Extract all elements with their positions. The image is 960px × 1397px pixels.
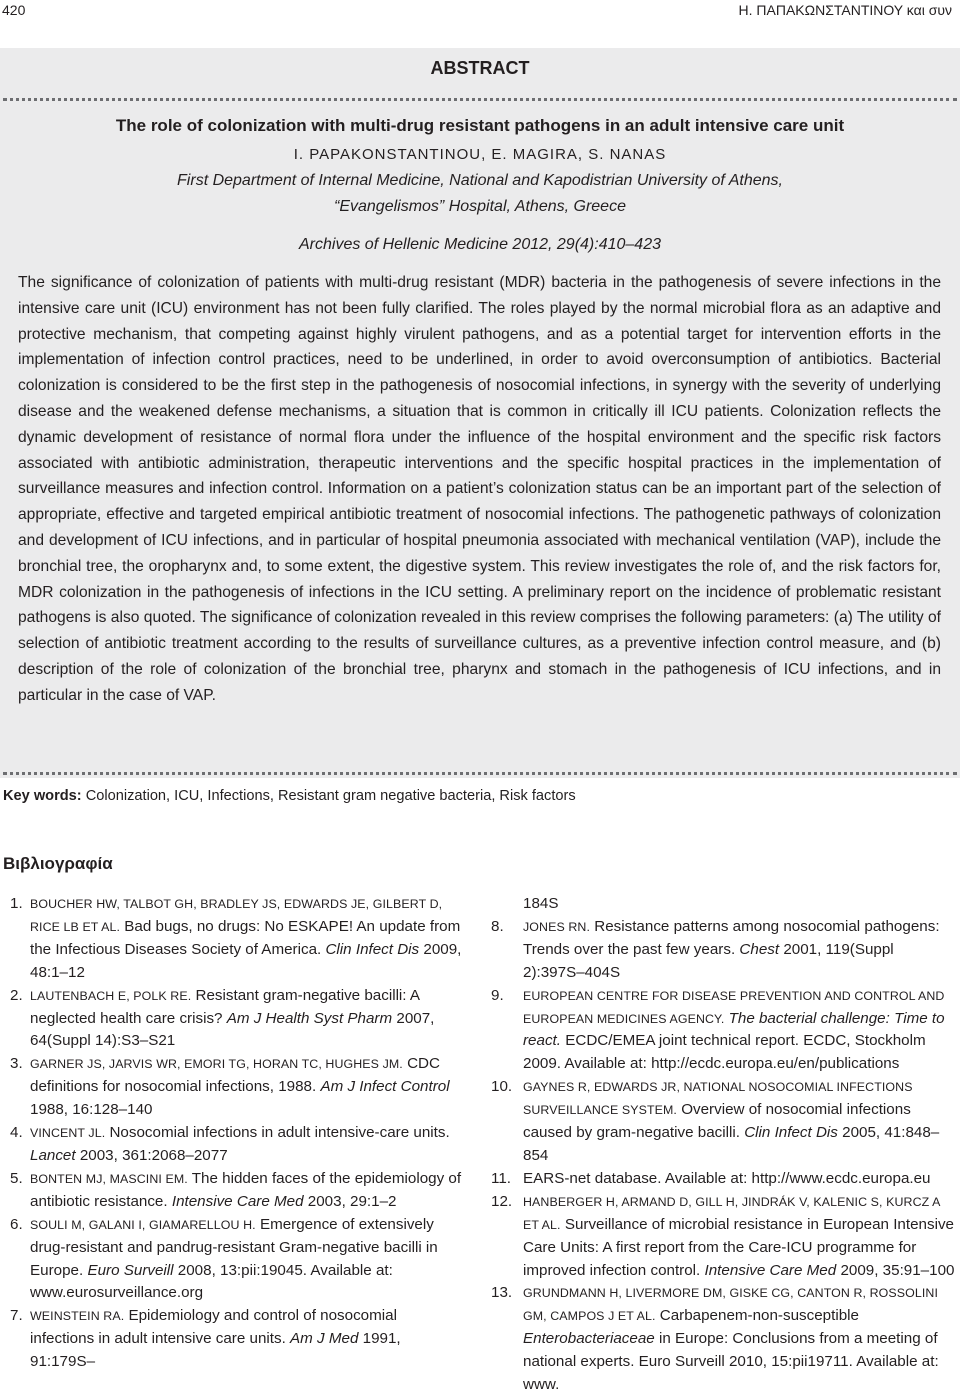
reference-item — [491, 1076, 959, 1168]
references-column-left — [10, 893, 465, 1374]
reference-title: Bad bugs, no drugs: No ESKAPE! An update from the Infectious Diseases Society of America. — [30, 917, 461, 958]
page-number: 420 — [2, 2, 26, 18]
reference-title: CDC definitions for nosocomial infections, 1988. — [30, 1055, 440, 1096]
affiliation-line-2: “Evangelismos” Hospital, Athens, Greece — [334, 198, 626, 215]
reference-details: 2009, 35:91–100 — [840, 1261, 955, 1279]
reference-item — [10, 1122, 465, 1168]
reference-item — [10, 893, 465, 985]
reference-item — [10, 1053, 465, 1122]
reference-authors: GAYNES R, EDWARDS JR, NATIONAL NOSOCOMIAL INFECTIONS SURVEILLANCE SYSTEM. — [523, 1080, 913, 1118]
reference-details: 2001, 119(Suppl 2):397S–404S — [523, 940, 894, 981]
reference-authors: LAUTENBACH E, POLK RE. — [30, 988, 192, 1003]
reference-journal: Clin Infect Dis — [325, 940, 420, 958]
reference-authors: JONES RN. — [523, 919, 590, 934]
reference-details: 2009, 48:1–12 — [30, 940, 462, 981]
reference-item — [491, 1282, 959, 1397]
reference-title: Epidemiology and control of nosocomial infections in adult intensive care units. — [30, 1307, 397, 1348]
reference-authors: BONTEN MJ, MASCINI EM. — [30, 1171, 188, 1186]
reference-item — [491, 916, 959, 985]
references-heading: Βιβλιογραφία — [3, 854, 113, 873]
reference-item — [491, 985, 959, 1077]
reference-continuation — [491, 893, 959, 916]
reference-title: Carbapenem-non-susceptible — [659, 1307, 859, 1325]
reference-item — [491, 1191, 959, 1283]
reference-number: 3. — [10, 1055, 23, 1073]
reference-title: EARS-net database. Available at: http://www.ecdc.europa.eu — [523, 1169, 931, 1187]
keywords — [3, 788, 576, 804]
reference-number: 11. — [491, 1169, 511, 1187]
dotted-divider-bottom — [3, 772, 957, 775]
reference-details: 2003, 361:2068–2077 — [79, 1146, 228, 1164]
keywords-text: Colonization, ICU, Infections, Resistant gram negative bacteria, Risk factors — [85, 788, 576, 804]
reference-details: 1991, 91:179S– — [30, 1330, 401, 1371]
reference-item — [10, 1168, 465, 1214]
reference-title: Nosocomial infections in adult intensive-care units. — [109, 1124, 450, 1142]
reference-item — [10, 1214, 465, 1306]
reference-number: 4. — [10, 1124, 23, 1142]
reference-title: The hidden faces of the epidemiology of antibiotic resistance. — [30, 1169, 462, 1210]
reference-journal: The bacterial challenge: Time to react. — [523, 1009, 945, 1050]
reference-number: 9. — [491, 986, 504, 1004]
reference-details: in Europe: Conclusions from a meeting of national experts. Euro Surveill 2010, 15:pii19711. Available at: www. — [523, 1330, 939, 1394]
reference-number: 7. — [10, 1307, 23, 1325]
reference-title: Resistant gram-negative bacilli: A neglected health care crisis? — [30, 986, 420, 1027]
affiliation-line-1: First Department of Internal Medicine, National and Kapodistrian University of Athens, — [177, 172, 783, 189]
abstract-heading: ABSTRACT — [430, 58, 530, 78]
reference-details: 2003, 29:1–2 — [307, 1192, 397, 1210]
reference-authors: EUROPEAN CENTRE FOR DISEASE PREVENTION AND CONTROL AND EUROPEAN MEDICINES AGENCY. — [523, 988, 945, 1026]
reference-number: 12. — [491, 1192, 513, 1210]
reference-journal: Euro Surveill — [87, 1261, 174, 1279]
reference-details: 184S — [523, 895, 559, 912]
reference-journal: Intensive Care Med — [171, 1192, 304, 1210]
reference-journal: Am J Health Syst Pharm — [226, 1009, 393, 1027]
references-column-right — [491, 893, 959, 1397]
reference-number: 10. — [491, 1078, 513, 1096]
reference-authors: WEINSTEIN RA. — [30, 1309, 125, 1324]
reference-journal: Enterobacteriaceae — [523, 1330, 655, 1348]
reference-journal: Lancet — [30, 1146, 76, 1164]
reference-number: 1. — [10, 895, 23, 912]
running-title: Η. ΠΑΠΑΚΩΝΣΤΑΝΤΙΝΟΥ και συν — [738, 2, 952, 18]
abstract-body: The significance of colonization of patients with multi-drug resistant (MDR) bacteria in the pathogenesis of severe infections in the intensive care unit (ICU) environment has not been fully clarified. The roles played by the normal microbial flora as an adaptive and protective mechanism, that competing against highly virulent pathogens, and as a potential target for intervention efforts in the implementation of infection control practices, need to be underlined, in order to avoid overconsumption of antibiotics. Bacterial colonization is considered to be the first step in the pathogenesis of nosocomial infections, in synergy with the severity of underlying disease and the weakened defense mechanisms, a situation that is common in critically ill ICU patients. Colonization reflects the dynamic development of resistance of normal flora under the influence of the hospital environment and the specific risk factors associated with antibiotic administration, therapeutic interventions and the specific hospital practices in the implementation of surveillance measures and infection control. Information on a patient’s colonization status can be an important part of the selection of appropriate, effective and targeted empirical antibiotic treatment of nosocomial infections. The pathogenetic pathways of colonization and development of ICU infections, and in particular of hospital pneumonia associated with mechanical ventilation (VAP), include the bronchial tree, the oropharynx and, to some extent, the digestive system. This review investigates the role of, and the risk factors for, MDR colonization in the pathogenesis of infections in the ICU setting. A preliminary report on the incidence of problematic resistant pathogens is also quoted. The significance of colonization revealed in this review comprises the following parameters: (a) The utility of selection of antibiotic treatment according to the results of surveillance cultures, as a preventive infection control measure, and (b) description of the role of colonization of the bronchial tree, pharynx and stomach in the pathogenesis of ICU infections, and in particular in the case of VAP. — [18, 274, 941, 704]
running-header — [0, 0, 960, 26]
reference-title: Emergence of extensively drug-resistant and pandrug-resistant Gram-negative bacilli in Europe. — [30, 1215, 438, 1279]
reference-number: 6. — [10, 1215, 23, 1233]
reference-details: 1988, 16:128–140 — [30, 1101, 153, 1119]
reference-authors: GRUNDMANN H, LIVERMORE DM, GISKE CG, CANTON R, ROSSOLINI GM, CAMPOS J ET AL. — [523, 1286, 938, 1324]
reference-journal: Chest — [739, 940, 780, 958]
reference-authors: HANBERGER H, ARMAND D, GILL H, JINDRÁK V, KALENIC S, KURCZ A ET AL. — [523, 1194, 940, 1232]
reference-number: 8. — [491, 917, 504, 935]
reference-authors: VINCENT JL. — [30, 1126, 106, 1141]
reference-details: 2007, 64(Suppl 14):S3–S21 — [30, 1009, 435, 1050]
reference-number: 13. — [491, 1284, 513, 1302]
reference-details: 2008, 13:pii:19045. Available at: www.eurosurveillance.org — [30, 1261, 393, 1302]
reference-number: 2. — [10, 986, 23, 1004]
reference-details: 2005, 41:848–854 — [523, 1124, 940, 1164]
reference-journal: Intensive Care Med — [704, 1261, 837, 1279]
reference-authors: BOUCHER HW, TALBOT GH, BRADLEY JS, EDWARDS JE, GILBERT D, RICE LB ET AL. — [30, 897, 443, 934]
reference-authors: GARNER JS, JARVIS WR, EMORI TG, HORAN TC, HUGHES JM. — [30, 1057, 403, 1072]
dotted-divider-top — [3, 98, 957, 101]
reference-details: ECDC/EMEA joint technical report. ECDC, Stockholm 2009. Available at: http://ecdc.europa.eu/en/publications — [523, 1032, 926, 1073]
reference-journal: Clin Infect Dis — [744, 1124, 838, 1142]
reference-journal: Am J Med — [290, 1330, 359, 1348]
reference-title: Overview of nosocomial infections caused by gram-negative bacilli. — [523, 1101, 911, 1142]
journal-citation: Archives of Hellenic Medicine 2012, 29(4):410–423 — [299, 236, 661, 253]
reference-title: Resistance patterns among nosocomial pathogens: Trends over the past few years. — [523, 917, 940, 958]
reference-item — [10, 1305, 465, 1374]
reference-authors: SOULI M, GALANI I, GIAMARELLOU H. — [30, 1217, 256, 1232]
article-title: The role of colonization with multi-drug resistant pathogens in an adult intensive care unit — [115, 116, 845, 135]
reference-journal: Am J Infect Control — [320, 1078, 450, 1096]
keywords-label: Key words: — [3, 788, 82, 804]
reference-number: 5. — [10, 1169, 23, 1187]
reference-title: Surveillance of microbial resistance in European Intensive Care Units: A first report from the Care-ICU programme for improved infection control. — [523, 1215, 954, 1279]
article-authors: I. PAPAKONSTANTINOU, E. MAGIRA, S. NANAS — [293, 146, 667, 163]
reference-item — [10, 985, 465, 1054]
reference-item — [491, 1168, 959, 1191]
